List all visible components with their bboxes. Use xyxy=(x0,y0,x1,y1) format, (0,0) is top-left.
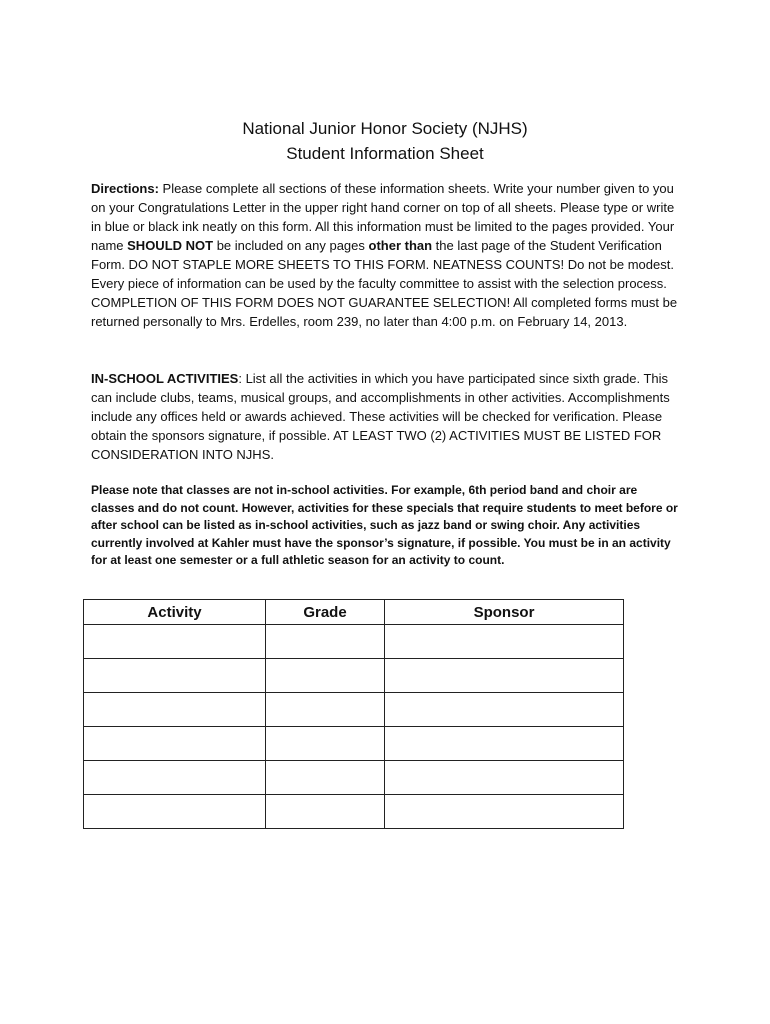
in-school-activities-label: IN-SCHOOL ACTIVITIES xyxy=(91,371,239,386)
in-school-activities-paragraph xyxy=(91,369,683,464)
page-title: National Junior Honor Society (NJHS) xyxy=(242,119,528,138)
header-grade: Grade xyxy=(266,600,385,625)
table-row xyxy=(84,727,624,761)
directions-text-c: the last page of the Student Verification Form. DO NOT STAPLE MORE SHEETS TO THIS FORM. NEATNESS COUNTS! Do not be modest. Every piece of information can be used by the faculty committee to assist with the selection process. COMPLETION OF THIS FORM DOES NOT GUARANTEE SELECTION! All completed forms must be returned personally to Mrs. Erdelles, room 239, no later than 4:00 p.m. on February 14, 2013. xyxy=(91,238,678,329)
table-row xyxy=(84,761,624,795)
directions-paragraph xyxy=(91,179,683,331)
grade-cell[interactable] xyxy=(266,795,385,829)
table-row xyxy=(84,693,624,727)
note-paragraph: Please note that classes are not in-school activities. For example, 6th period band and choir are classes and do not count. However, activities for these specials that require students to meet before or after school can be listed as in-school activities, such as jazz band or swing choir. Any activities currently involved at Kahler must have the sponsor’s signature, if possible. You must be in an activity for at least one semester or a full athletic season for an activity to count. xyxy=(91,483,678,567)
directions-text-a: Please complete all sections of these information sheets. Write your number given to you on your Congratulations Letter in the upper right hand corner on top of all sheets. Please type or write in blue or black ink neatly on this form. All this information must be limited to the pages provided. Your name xyxy=(91,181,675,253)
sponsor-cell[interactable] xyxy=(385,727,624,761)
grade-cell[interactable] xyxy=(266,761,385,795)
sponsor-cell[interactable] xyxy=(385,693,624,727)
sponsor-cell[interactable] xyxy=(385,761,624,795)
sponsor-cell[interactable] xyxy=(385,795,624,829)
page-subtitle: Student Information Sheet xyxy=(286,144,484,163)
directions-emphasis-should-not: SHOULD NOT xyxy=(127,238,214,253)
table-header-row xyxy=(84,600,624,625)
activity-cell[interactable] xyxy=(84,727,266,761)
directions-text-b: be included on any pages xyxy=(213,238,369,253)
grade-cell[interactable] xyxy=(266,727,385,761)
header-activity: Activity xyxy=(84,600,266,625)
table-row xyxy=(84,659,624,693)
in-school-activities-text: : List all the activities in which you have participated since sixth grade. This can include clubs, teams, musical groups, and accomplishments in other activities. Accomplishments include any offices held or awards achieved. These activities will be checked for verification. Please obtain the sponsors signature, if possible. AT LEAST TWO (2) ACTIVITIES MUST BE LISTED FOR CONSIDERATION INTO NJHS. xyxy=(91,371,670,462)
directions-label: Directions: xyxy=(91,181,159,196)
grade-cell[interactable] xyxy=(266,693,385,727)
table-row xyxy=(84,625,624,659)
sponsor-cell[interactable] xyxy=(385,659,624,693)
activity-cell[interactable] xyxy=(84,693,266,727)
activities-table xyxy=(83,599,624,829)
activity-cell[interactable] xyxy=(84,625,266,659)
directions-emphasis-other-than: other than xyxy=(368,238,433,253)
grade-cell[interactable] xyxy=(266,659,385,693)
activity-cell[interactable] xyxy=(84,659,266,693)
grade-cell[interactable] xyxy=(266,625,385,659)
activity-cell[interactable] xyxy=(84,761,266,795)
activity-cell[interactable] xyxy=(84,795,266,829)
table-row xyxy=(84,795,624,829)
sponsor-cell[interactable] xyxy=(385,625,624,659)
header-sponsor: Sponsor xyxy=(385,600,624,625)
